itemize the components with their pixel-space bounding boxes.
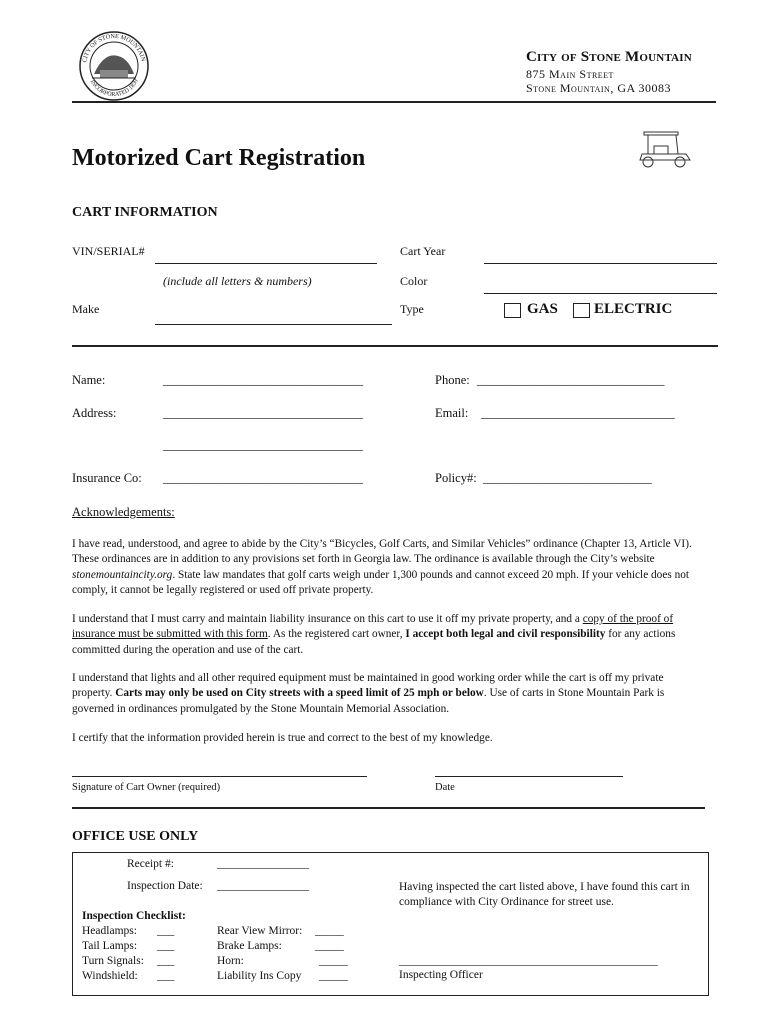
name-field[interactable]: ________________________________ — [163, 373, 363, 387]
street-address: 875 Main Street — [526, 67, 614, 81]
insurance-label: Insurance Co: — [72, 471, 142, 485]
address-field-1[interactable]: ________________________________ — [163, 406, 363, 420]
city-seal-logo — [78, 30, 150, 102]
ack-paragraph-3: I understand that lights and all other required equipment must be maintained in good working order while the cart is off my private property. Carts may only be used on City streets with a speed limit of 25 mph or below. Use of carts in Stone Mountain Park is governed in ordinances promulgated by the Stone Mountain Memorial Association. — [72, 672, 665, 715]
checklist-blank[interactable]: ___ — [157, 940, 175, 952]
phone-label: Phone: — [435, 373, 470, 387]
address-field-2[interactable]: ________________________________ — [163, 438, 363, 452]
checklist-blank[interactable]: ___ — [157, 970, 175, 982]
golf-cart-icon — [636, 130, 694, 170]
owner-signature-field[interactable] — [72, 776, 367, 777]
receipt-label: Receipt #: — [127, 858, 174, 870]
color-label: Color — [400, 274, 428, 288]
policy-label: Policy#: — [435, 471, 477, 485]
ack-paragraph-2: I understand that I must carry and maintain liability insurance on this cart to use it off my private property, and a copy of the proof of insurance must be submitted with this form. As the registered cart owner, I accept both legal and civil responsibility for any actions committed during the operation and use of the cart. — [72, 613, 676, 656]
checklist-blank[interactable]: ___ — [157, 955, 175, 967]
ack-paragraph-1: I have read, understood, and agree to abide by the City’s “Bicycles, Golf Carts, and Similar Vehicles” ordinance (Chapter 13, Article VI). These ordinances are in addition to any provisions set forth in Georgia law. The ordinance is available through the City’s website stonemountaincity.org. State law mandates that golf carts weigh under 1,300 pounds and cannot exceed 20 mph. If your vehicle does not comply, it cannot be legally registered or used off private property. — [72, 538, 692, 597]
electric-checkbox[interactable] — [573, 303, 590, 318]
cart-year-label: Cart Year — [400, 244, 446, 258]
phone-field[interactable]: ______________________________ — [477, 373, 665, 387]
website-link: stonemountaincity.org — [72, 568, 173, 581]
electric-label: ELECTRIC — [594, 301, 673, 317]
cart-info-heading: CART INFORMATION — [72, 205, 218, 220]
checklist-blank[interactable]: _____ — [319, 970, 348, 982]
inspection-date-label: Inspection Date: — [127, 880, 203, 892]
checklist-left — [82, 925, 182, 985]
ack-paragraph-4: I certify that the information provided herein is true and correct to the best of my knowledge. — [72, 732, 493, 744]
checklist-blank[interactable]: _____ — [315, 925, 344, 937]
checklist-item: Liability Ins Copy _____ — [217, 970, 348, 982]
checklist-item: Turn Signals: ___ — [82, 955, 175, 967]
checklist-blank[interactable]: _____ — [319, 955, 348, 967]
acknowledgements-heading: Acknowledgements: — [72, 505, 175, 519]
vin-field[interactable] — [155, 263, 377, 264]
color-field[interactable] — [484, 293, 717, 294]
name-label: Name: — [72, 373, 106, 387]
make-label: Make — [72, 302, 100, 316]
checklist-item: Brake Lamps: _____ — [217, 940, 344, 952]
signature-divider — [72, 807, 705, 809]
date-field[interactable] — [435, 776, 623, 777]
header-rule — [72, 101, 716, 103]
svg-text:CITY OF STONE MOUNTAIN: CITY OF STONE MOUNTAIN — [81, 32, 147, 63]
inspection-date-field[interactable]: ________________ — [217, 880, 309, 892]
address-label: Address: — [72, 406, 117, 420]
checklist-item: Horn: _____ — [217, 955, 348, 967]
compliance-statement: Having inspected the cart listed above, I have found this cart in compliance with City Ordinance for street use. — [399, 881, 690, 908]
checklist-item: Rear View Mirror: _____ — [217, 925, 344, 937]
officer-label: Inspecting Officer — [399, 969, 483, 981]
page-title: Motorized Cart Registration — [72, 145, 366, 171]
city-address — [526, 67, 671, 95]
owner-signature-label: Signature of Cart Owner (required) — [72, 782, 221, 793]
cart-year-field[interactable] — [484, 263, 717, 264]
vin-label: VIN/SERIAL# — [72, 244, 145, 258]
officer-signature-field[interactable]: _____________________________________________ — [399, 955, 658, 967]
email-label: Email: — [435, 406, 469, 420]
checklist-blank[interactable]: _____ — [315, 940, 344, 952]
gas-label: GAS — [527, 301, 558, 317]
city-state-zip: Stone Mountain, GA 30083 — [526, 81, 671, 95]
insurance-field[interactable]: ________________________________ — [163, 471, 363, 485]
gas-checkbox[interactable] — [504, 303, 521, 318]
checklist-item: Tail Lamps: ___ — [82, 940, 175, 952]
checklist-heading: Inspection Checklist: — [82, 910, 186, 922]
email-field[interactable]: _______________________________ — [481, 406, 675, 420]
date-label: Date — [435, 782, 455, 793]
city-name: City of Stone Mountain — [526, 49, 692, 65]
policy-field[interactable]: ___________________________ — [483, 471, 652, 485]
receipt-field[interactable]: ________________ — [217, 858, 309, 870]
vin-hint: (include all letters & numbers) — [163, 274, 312, 288]
svg-text:INCORPORATED 1839: INCORPORATED 1839 — [88, 78, 140, 99]
office-use-heading: OFFICE USE ONLY — [72, 829, 199, 844]
make-field[interactable] — [155, 324, 392, 325]
section-divider — [72, 345, 718, 347]
type-label: Type — [400, 302, 424, 316]
checklist-right — [217, 925, 362, 985]
checklist-item: Headlamps: ___ — [82, 925, 175, 937]
checklist-item: Windshield: ___ — [82, 970, 175, 982]
checklist-blank[interactable]: ___ — [157, 925, 175, 937]
